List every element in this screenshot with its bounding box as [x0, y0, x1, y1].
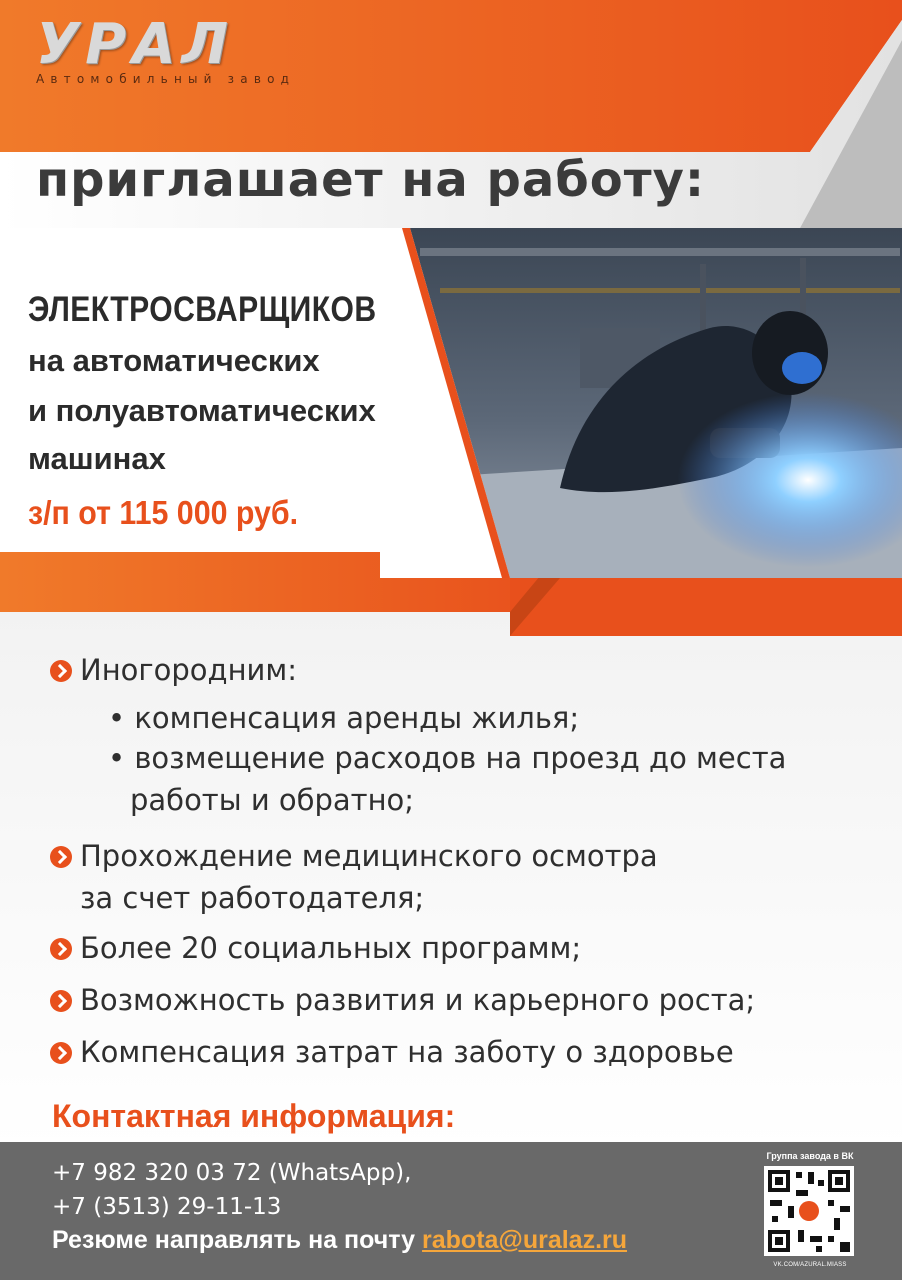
resume-line — [52, 1226, 732, 1255]
benefit-text: Компенсация затрат на заботу о здоровье — [80, 1035, 734, 1069]
email-link[interactable]: rabota@uralaz.ru — [422, 1226, 628, 1254]
benefit-text-continued: за счет работодателя; — [80, 881, 425, 915]
qr-url: VK.COM/AZURAL.MIASS — [773, 1262, 847, 1268]
benefit-text: Прохождение медицинского осмотра — [80, 839, 658, 873]
benefit-text: Иногородним: — [80, 653, 298, 687]
phone-landline[interactable]: +7 (3513) 29-11-13 — [52, 1194, 282, 1220]
welder-photo — [380, 228, 902, 578]
benefit-subitem: • возмещение расходов на проезд до места — [108, 741, 787, 775]
resume-label: Резюме направлять на почту — [52, 1226, 416, 1254]
benefit-text: Более 20 социальных программ; — [80, 931, 582, 965]
qr-caption: Группа завода в ВК — [766, 1151, 854, 1161]
brand-logo: УРАЛ — [36, 12, 235, 77]
chevron-right-icon — [50, 1042, 72, 1064]
benefit-item — [50, 982, 880, 1018]
benefit-subitem: • компенсация аренды жилья; — [108, 701, 580, 735]
benefit-subitem-continued: работы и обратно; — [130, 783, 415, 817]
vacancy-title: ЭЛЕКТРОСВАРЩИКОВ — [28, 290, 377, 329]
qr-code[interactable] — [764, 1166, 854, 1256]
chevron-right-icon — [50, 846, 72, 868]
vacancy-line-2: и полуавтоматических — [28, 393, 376, 428]
vacancy-line-1: на автоматических — [28, 343, 320, 378]
qr-code-icon — [764, 1166, 854, 1256]
benefit-item — [50, 652, 880, 688]
salary: з/п от 115 000 руб. — [28, 494, 299, 531]
benefit-item — [50, 838, 880, 874]
chevron-right-icon — [50, 660, 72, 682]
benefit-item — [50, 1034, 880, 1070]
vacancy-line-3: машинах — [28, 441, 166, 476]
headline: приглашает на работу: — [36, 152, 706, 208]
mid-orange-band-right — [510, 578, 902, 636]
benefit-item — [50, 930, 880, 966]
phone-whatsapp[interactable]: +7 982 320 03 72 (WhatsApp), — [52, 1160, 412, 1186]
chevron-right-icon — [50, 990, 72, 1012]
contact-title: Контактная информация: — [52, 1098, 456, 1134]
chevron-right-icon — [50, 938, 72, 960]
brand-subtitle: Автомобильный завод — [36, 72, 296, 86]
benefit-text: Возможность развития и карьерного роста; — [80, 983, 756, 1017]
